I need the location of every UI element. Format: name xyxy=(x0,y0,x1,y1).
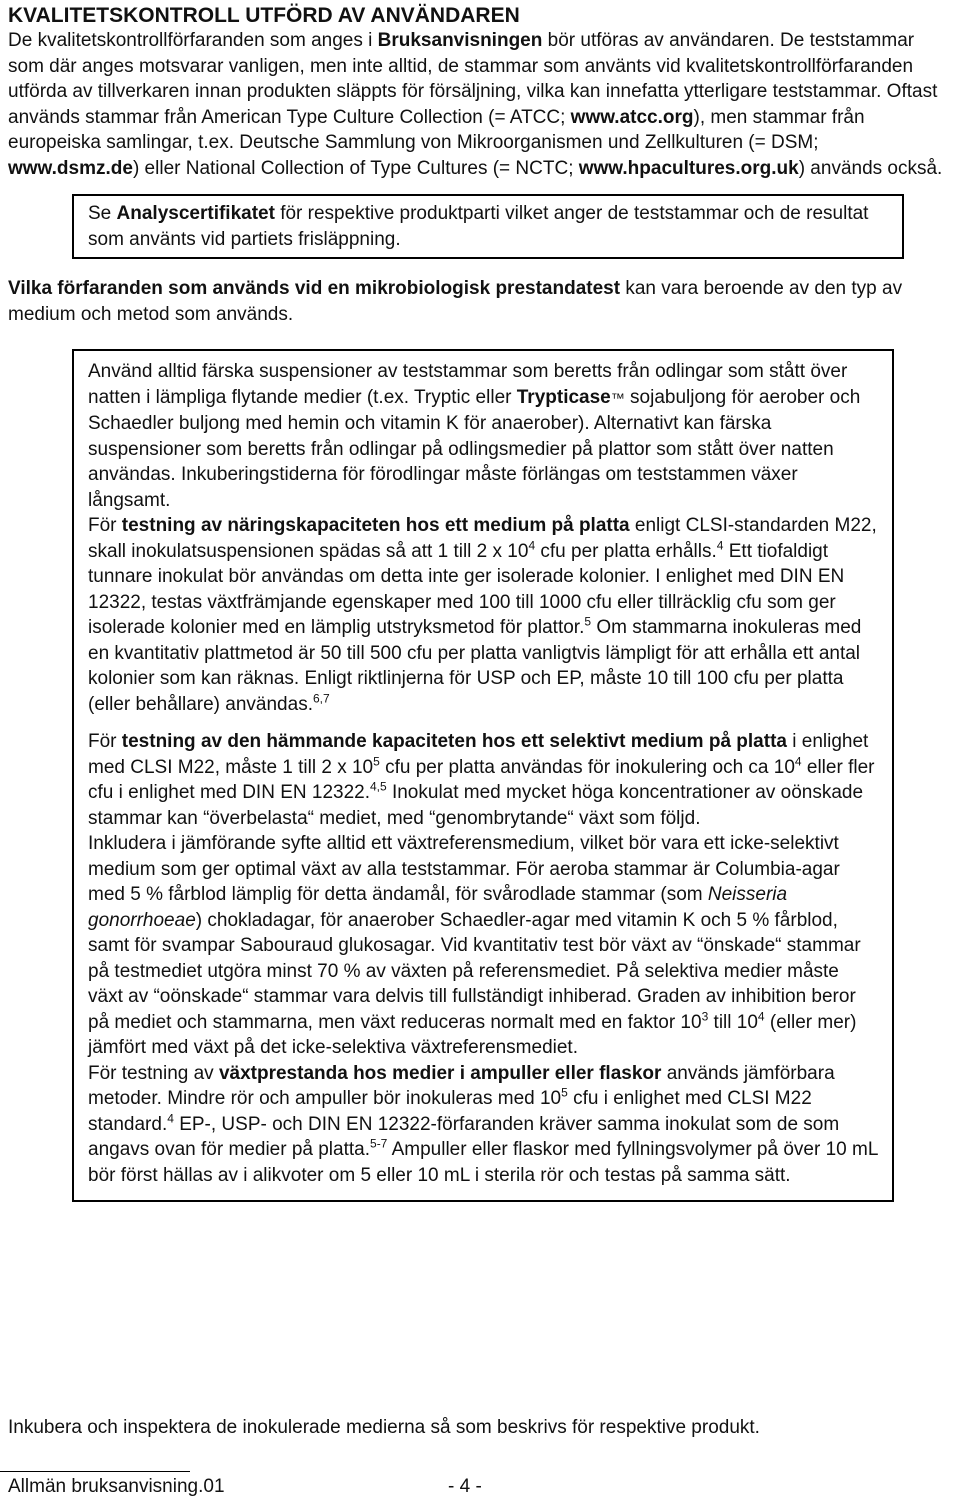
certificate-notice-text xyxy=(88,201,888,252)
p2-text-2: enligt CLSI-standarden M22, skall inokulatsuspensionen spädas så att 1 till 2 x 10 xyxy=(88,515,877,562)
p3-text-1: För xyxy=(88,731,122,752)
method-text: kan vara beroende av den typ av medium och metod som används. xyxy=(8,278,903,325)
p5-sup-2: 4 xyxy=(167,1111,174,1126)
p3-text-5: Inokulat med mycket höga koncentrationer av oönskade stammar kan “överbelasta“ mediet, med “genombrytande“ växt som följd. xyxy=(88,782,864,829)
procedure-para-inhibitory xyxy=(88,729,878,831)
p2-text-4: Ett tiofaldigt tunnare inokulat bör användas om detta inte ger isolerade kolonier. I enlighet med DIN EN 12322, testas växtfrämjande egenskaper med 100 till 1000 cfu eller tillräcklig cfu som ger isolerade kolonier med en lämplig utstryksmetod för plattor. xyxy=(88,540,845,638)
p4-text-2: ) chokladagar, för anaerober Schaedler-agar med vitamin K och 5 % fårblod, samt för svampar Sabouraud glukosagar. Vid kvantitativ test bör växt av “önskade“ stammar på testmediet utgöra minst 70 % av växten på referensmediet. På selektiva medier måste växt av “oönskade“ stammar vara delvis till fullständigt inhiberad. Graden av inhibition beror på mediet och stammarna, men växt reduceras normalt med en faktor 10 xyxy=(88,909,861,1033)
test-procedure-box xyxy=(72,349,894,1202)
p5-text-3: cfu i enlighet med CLSI M22 standard. xyxy=(88,1088,812,1135)
p4-sup-1: 3 xyxy=(701,1009,709,1024)
page-number: - 4 - xyxy=(448,1476,482,1497)
footer-divider xyxy=(0,1471,190,1472)
p2-sup-2: 4 xyxy=(716,538,724,553)
p2-text-5: Om stammarna inokuleras med en kvantitativ plattmetod är 50 till 500 cfu per platta vanligtvis lämpligt för att erhålla ett antal kolonier som kan räknas. Enligt riktlinjerna för USP och EP, måste 10 till 100 cfu per platta (eller behållare) användas. xyxy=(88,617,862,715)
p2-sup-4: 6,7 xyxy=(312,691,330,706)
footer-document-name: Allmän bruksanvisning.01 xyxy=(8,1476,225,1497)
method-bold: Vilka förfaranden som används vid en mikrobiologisk prestandatest xyxy=(8,278,621,299)
p2-text-3: cfu per platta erhålls. xyxy=(535,540,717,562)
p2-text-1: För xyxy=(88,515,122,536)
p3-sup-1: 5 xyxy=(373,754,380,769)
intro-paragraph xyxy=(8,28,952,181)
atcc-link[interactable]: www.atcc. xyxy=(570,106,663,128)
p4-text-1: Inkludera i jämförande syfte alltid ett växtreferensmedium, vilket bör vara ett icke-selektivt medium som ger optimal växt av alla teststammar. För aeroba stammar är Columbia-agar med 5 % fårblod lämplig för detta ändamål, för svårodlade stammar (som xyxy=(88,833,840,905)
procedure-para-ampoules xyxy=(88,1061,878,1189)
p2-bold: testning av näringskapaciteten hos ett medium på platta xyxy=(121,515,630,536)
p2-sup-3: 5 xyxy=(584,614,592,629)
p1-text-2: sojabuljong för aerober och Schaedler buljong med hemin och vitamin K för anaerober). Alternativt kan färska suspensioner som beretts från odlingar på odlingsmedier på plattor som stått över natten användas. Inkuberingstiderna för förodlingar måste förlängas om teststammen växer långsamt. xyxy=(88,386,861,511)
p3-sup-3: 4,5 xyxy=(370,779,387,794)
intro-text-2: bör utföras av användaren. De teststammar som där anges motsvarar vanligen, men inte alltid, de stammar som använts vid kvalitetskontrollförfaranden utförda av tillverkaren innan produkten släppts för försäljning, vilka kan innefatta ytterligare teststammar. Oftast används stammar från American Type Culture Collection (= ATCC; xyxy=(8,30,938,128)
procedure-para-reference xyxy=(88,831,878,1061)
method-paragraph xyxy=(8,276,952,327)
intro-text-4: ) eller National Collection of Type Cultures (= NCTC; xyxy=(132,157,579,179)
p5-text-2: används jämförbara metoder. Mindre rör och ampuller bör inokuleras med 10 xyxy=(88,1062,835,1109)
p4-sup-2: 4 xyxy=(757,1009,765,1024)
document-page xyxy=(8,4,952,1202)
dsmz-link[interactable]: www.dsmz. xyxy=(8,157,111,179)
dsmz-link-suffix[interactable]: de xyxy=(110,157,133,179)
intro-text-5: ) används också. xyxy=(798,157,943,179)
page-footer xyxy=(8,1474,908,1500)
p2-sup-1: 4 xyxy=(528,538,536,553)
trademark-symbol: ™ xyxy=(610,389,625,406)
p1-text-1: Använd alltid färska suspensioner av teststammar som beretts från odlingar som stått över natten i lämpliga flytande medier (t.ex. Tryptic eller xyxy=(88,361,848,408)
intro-bold-bruksanvisningen: Bruksanvisningen xyxy=(377,30,543,51)
p3-text-4: eller fler cfu i enlighet med DIN EN 12322. xyxy=(88,756,875,803)
p4-text-3: till 10 xyxy=(708,1011,758,1033)
p5-text-5: Ampuller eller flaskor med fyllningsvolymer på över 10 mL bör först hällas av i alikvoter om 5 eller 10 mL i sterila rör och testas på samma sätt. xyxy=(88,1139,878,1186)
box1-bold-analyscertifikatet: Analyscertifikatet xyxy=(116,203,275,224)
p3-text-3: cfu per platta användas för inokulering och ca 10 xyxy=(379,756,795,778)
p3-bold: testning av den hämmande kapaciteten hos ett selektivt medium på platta xyxy=(121,731,787,752)
intro-text-3: ), men stammar från europeiska samlingar, t.ex. Deutsche Sammlung von Mikroorganismen und Zellkulturen (= DSM; xyxy=(8,106,865,153)
p5-text-1: För testning av xyxy=(88,1062,219,1084)
section-heading: KVALITETSKONTROLL UTFÖRD AV ANVÄNDAREN xyxy=(8,4,520,27)
p5-sup-1: 5 xyxy=(561,1085,568,1100)
p1-bold-trypticase: Trypticase xyxy=(516,386,611,408)
p3-sup-2: 4 xyxy=(794,754,802,769)
box1-text-1: Se xyxy=(88,203,117,224)
box1-text-2: för respektive produktparti vilket anger de teststammar och de resultat som använts vid partiets frisläppning. xyxy=(88,203,869,250)
incubation-note: Inkubera och inspektera de inokulerade medierna så som beskrivs för respektive produkt. xyxy=(8,1417,760,1438)
p5-text-4: EP-, USP- och DIN EN 12322-förfaranden kräver samma inokulat som de som angavs ovan för medier på platta. xyxy=(88,1113,840,1160)
p3-text-2: i enlighet med CLSI M22, måste 1 till 2 x 10 xyxy=(88,731,869,778)
p4-text-4: (eller mer) jämfört med växt på det icke-selektiva växtreferensmediet. xyxy=(88,1011,857,1058)
certificate-notice-box xyxy=(72,194,904,259)
procedure-para-nutrient xyxy=(88,513,878,717)
procedure-para-suspensions xyxy=(88,359,878,513)
atcc-link-suffix[interactable]: org xyxy=(662,106,694,128)
p5-bold: växtprestanda hos medier i ampuller eller flaskor xyxy=(218,1062,662,1084)
p5-sup-3: 5-7 xyxy=(370,1136,388,1151)
hpacultures-link[interactable]: www.hpacultures.org.uk xyxy=(578,157,799,179)
p4-italic-species: Neisseria gonorrhoeae xyxy=(88,884,788,931)
intro-text-1: De kvalitetskontrollförfaranden som anges i xyxy=(8,30,378,51)
